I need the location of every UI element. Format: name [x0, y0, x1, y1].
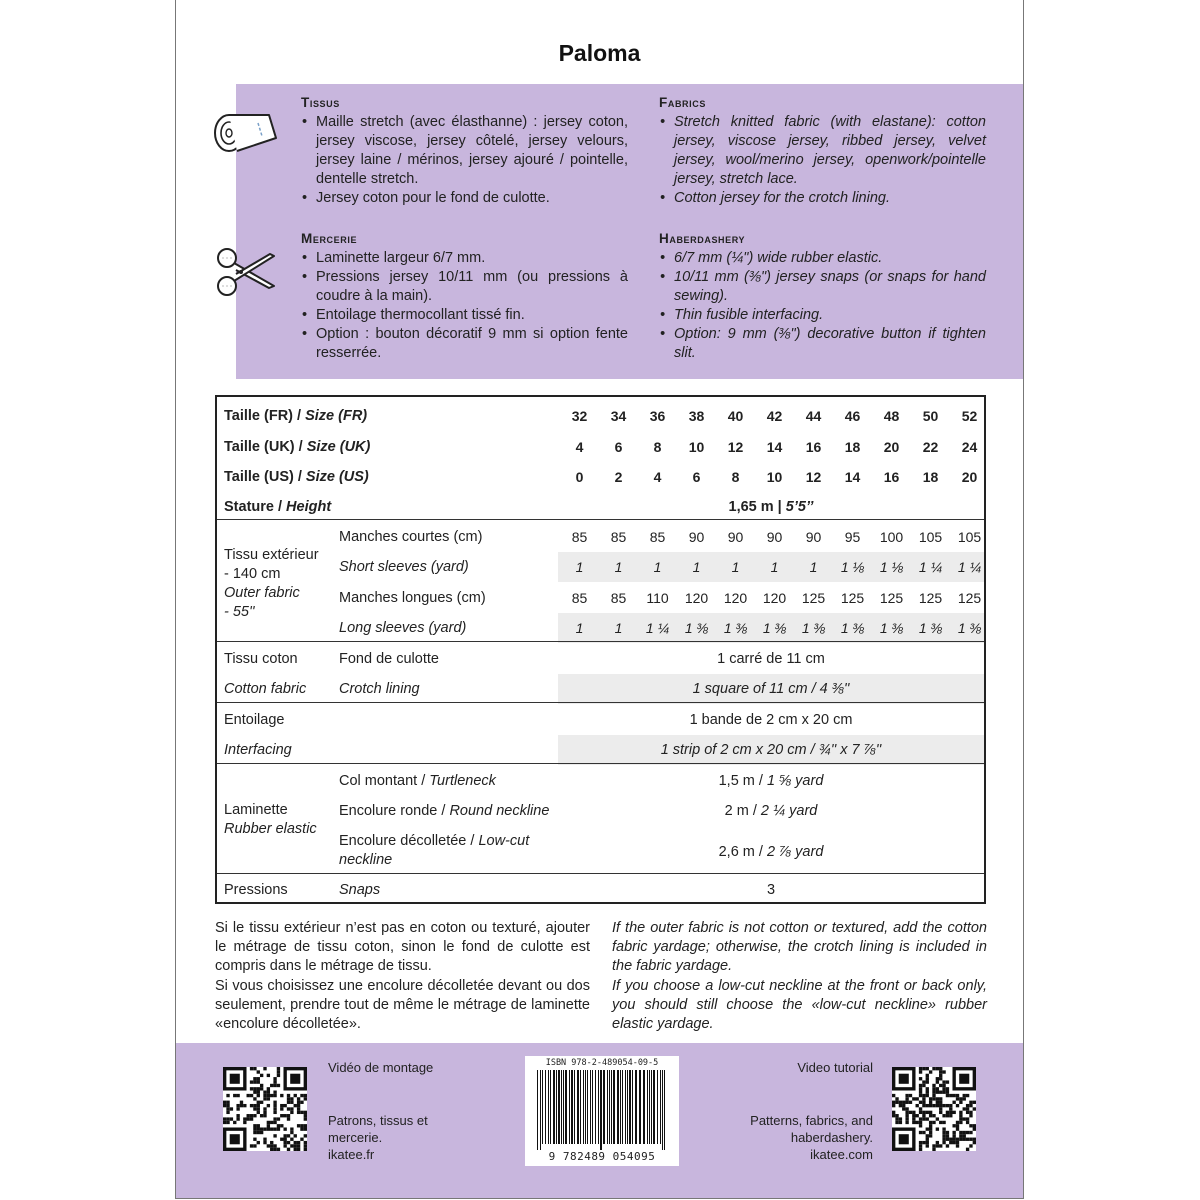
table-cell: 46	[844, 408, 861, 424]
table-cell: 14	[766, 439, 783, 455]
label-fr: Tissu extérieur	[224, 547, 319, 563]
table-cell: 125	[801, 590, 826, 606]
row-label	[224, 401, 367, 431]
list-item: • Cotton jersey for the crotch lining.	[659, 189, 986, 208]
table-cell: 1	[614, 620, 623, 636]
height-imperial: 5’5’’	[785, 499, 814, 515]
qr-code-icon[interactable]	[223, 1067, 307, 1151]
table-cell: 8	[653, 439, 662, 455]
list-item: • Entoilage thermocollant tissé fin.	[301, 306, 628, 325]
note-paragraph: Si le tissu extérieur n’est pas en coton ou texturé, ajouter le métrage de tissu coton, sinon le fond de culotte est compris dans le métrage de tissu.	[215, 920, 590, 975]
notes-fr	[215, 919, 590, 1034]
shop-text-fr	[328, 1112, 428, 1163]
video-link-fr[interactable]: Vidéo de montage	[328, 1060, 434, 1075]
table-cell: 24	[961, 439, 978, 455]
table-cell: 1 ¼	[918, 559, 943, 575]
label-en: Turtleneck	[429, 773, 496, 789]
snaps-value: 3	[766, 882, 776, 898]
cotton-value: 1 carré de 11 cm	[717, 651, 825, 667]
label-fr: Encolure décolletée /	[339, 833, 479, 849]
table-row	[217, 613, 984, 643]
fabrics-en-heading: Fabrics	[659, 95, 706, 110]
table-row	[217, 583, 984, 613]
height-metric: 1,65 m |	[728, 499, 786, 515]
table-cell: 12	[727, 439, 744, 455]
table-cell: 40	[727, 408, 744, 424]
fabric-roll-icon	[213, 108, 279, 158]
list-item: • Thin fusible interfacing.	[659, 306, 986, 325]
row-label	[224, 492, 331, 522]
table-cell: 32	[571, 408, 588, 424]
table-row	[217, 644, 984, 674]
qr-code-icon[interactable]	[892, 1067, 976, 1151]
table-row	[217, 401, 984, 431]
list-item: • Laminette largeur 6/7 mm.	[301, 249, 628, 268]
scissors-icon	[214, 246, 276, 298]
row-item: Crotch lining	[339, 681, 420, 697]
table-cell: 1 ⅛	[840, 559, 865, 575]
fabrics-fr-heading: Tissus	[301, 95, 340, 110]
table-cell: 20	[961, 469, 978, 485]
table-row	[217, 705, 984, 735]
table-cell: 95	[844, 529, 861, 545]
table-cell: 1	[575, 559, 584, 575]
website-link[interactable]: ikatee.fr	[328, 1147, 375, 1162]
table-cell: 90	[766, 529, 783, 545]
table-row	[217, 766, 984, 796]
table-row	[217, 875, 984, 905]
haberdashery-fr-heading: Mercerie	[301, 231, 358, 246]
elastic-value	[558, 796, 984, 826]
label-fr: Stature /	[224, 499, 287, 515]
table-cell: 120	[723, 590, 748, 606]
table-cell: 10	[688, 439, 705, 455]
note-paragraph: Si vous choisissez une encolure décolletée devant ou dos seulement, prendre tout de même le métrage de laminette «encolure décolletée».	[215, 977, 590, 1033]
table-cell: 120	[684, 590, 709, 606]
table-cell: 18	[844, 439, 861, 455]
table-cell: 120	[762, 590, 787, 606]
table-cell: 50	[922, 408, 939, 424]
list-item: • Jersey coton pour le fond de culotte.	[301, 189, 628, 208]
table-cell: 6	[692, 469, 701, 485]
row-label: Cotton fabric	[224, 681, 307, 697]
table-cell: 42	[766, 408, 783, 424]
table-cell: 1 ¼	[957, 559, 982, 575]
haberdashery-en-heading: Haberdashery	[659, 231, 746, 246]
list-item: • Stretch knitted fabric (with elastane): cotton jersey, viscose jersey, ribbed jersey, velvet jersey, wool/merino jersey, openwork/pointelle jersey, stretch lace.	[659, 113, 986, 189]
row-label: Interfacing	[224, 742, 292, 758]
table-cell: 125	[957, 590, 982, 606]
fabrics-fr	[301, 93, 628, 208]
shop-line: Patterns, fabrics, and	[750, 1113, 873, 1128]
table-cell: 1 ⅜	[957, 620, 982, 636]
table-cell: 16	[883, 469, 900, 485]
barcode-icon	[535, 1070, 669, 1150]
table-cell: 6	[614, 439, 623, 455]
list-item: • Option: 9 mm (⅜") decorative button if tighten slit.	[659, 325, 986, 363]
fabrics-en	[659, 93, 986, 208]
label-fr: Taille (FR) /	[224, 408, 306, 424]
table-cell: 1	[653, 559, 662, 575]
table-row	[217, 674, 984, 704]
value-imperial: 2 ⅞ yard	[766, 844, 824, 860]
row-label: Manches longues (cm)	[339, 590, 486, 606]
table-cell: 1	[731, 559, 740, 575]
label-en: Size (UK)	[306, 439, 371, 455]
table-cell: 8	[731, 469, 740, 485]
table-cell: 90	[805, 529, 822, 545]
notes-en	[612, 919, 987, 1034]
label-en: Rubber elastic	[224, 821, 317, 837]
label-fr: - 140 cm	[224, 566, 281, 582]
table-cell: 4	[575, 439, 584, 455]
list-item: • 10/11 mm (⅜") jersey snaps (or snaps for hand sewing).	[659, 268, 986, 306]
table-cell: 1 ⅜	[801, 620, 826, 636]
table-cell: 34	[610, 408, 627, 424]
table-row	[217, 735, 984, 765]
table-row	[217, 492, 984, 522]
list-item: • 6/7 mm (¼") wide rubber elastic.	[659, 249, 986, 268]
table-cell: 105	[918, 529, 943, 545]
row-label: Short sleeves (yard)	[339, 559, 469, 575]
table-cell: 1 ⅜	[684, 620, 709, 636]
table-cell: 10	[766, 469, 783, 485]
divider	[217, 641, 984, 642]
pattern-sheet	[175, 0, 1024, 1199]
table-cell: 36	[649, 408, 666, 424]
table-cell: 4	[653, 469, 662, 485]
page-title: Paloma	[558, 40, 641, 66]
label-fr: Taille (UK) /	[224, 439, 307, 455]
label-en: Size (US)	[305, 469, 369, 485]
row-label	[339, 796, 549, 826]
row-label: Manches courtes (cm)	[339, 529, 483, 545]
divider	[217, 519, 984, 520]
table-cell: 1 ⅜	[879, 620, 904, 636]
value-metric: 2,6 m /	[718, 844, 767, 860]
table-cell: 0	[575, 469, 584, 485]
barcode-digits: 9 782489 054095	[548, 1150, 656, 1163]
row-label: Tissu coton	[224, 651, 298, 667]
table-cell: 125	[879, 590, 904, 606]
isbn-text: ISBN 978-2-489054-09-5	[545, 1058, 659, 1068]
label-en: Height	[286, 499, 332, 515]
table-cell: 1	[809, 559, 818, 575]
table-cell: 125	[840, 590, 865, 606]
table-cell: 1	[575, 620, 584, 636]
table-cell: 85	[649, 529, 666, 545]
label-en: Low-cut neckline	[339, 833, 530, 868]
shop-line: Patrons, tissus et	[328, 1113, 428, 1128]
value-imperial: 2 ¼ yard	[760, 803, 818, 819]
height-value	[558, 492, 984, 522]
label-fr: Encolure ronde /	[339, 803, 450, 819]
table-cell: 20	[883, 439, 900, 455]
row-item: Snaps	[339, 882, 381, 898]
shop-text-en	[733, 1112, 873, 1163]
table-row	[217, 837, 984, 867]
table-cell: 100	[879, 529, 904, 545]
table-cell: 1 ⅜	[762, 620, 787, 636]
table-row	[217, 522, 984, 552]
list-item: • Maille stretch (avec élasthanne) : jersey coton, jersey viscose, jersey côtelé, jersey velours, jersey laine / mérinos, jersey ajouré / pointelle, dentelle stretch.	[301, 113, 628, 189]
shop-line: mercerie.	[328, 1130, 383, 1145]
label-fr: Laminette	[224, 802, 288, 818]
table-cell: 18	[922, 469, 939, 485]
table-cell: 1 ⅜	[840, 620, 865, 636]
table-cell: 85	[571, 590, 588, 606]
divider	[217, 702, 984, 703]
table-row	[217, 552, 984, 582]
label-en: Round neckline	[449, 803, 550, 819]
row-label: Pressions	[224, 882, 288, 898]
label-fr: Taille (US) /	[224, 469, 306, 485]
table-cell: 85	[571, 529, 588, 545]
video-link-en[interactable]: Video tutorial	[797, 1060, 873, 1075]
value-metric: 2 m /	[724, 803, 761, 819]
table-cell: 85	[610, 590, 627, 606]
table-cell: 85	[610, 529, 627, 545]
table-row	[217, 796, 984, 826]
table-cell: 125	[918, 590, 943, 606]
table-cell: 105	[957, 529, 982, 545]
label-en: Outer fabric	[224, 585, 300, 601]
list-item: • Pressions jersey 10/11 mm (ou pressions à coudre à la main).	[301, 268, 628, 306]
label-en: Size (FR)	[305, 408, 368, 424]
note-paragraph: If you choose a low-cut neckline at the front or back only, you should still choose the «low-cut neckline» rubber elastic yardage.	[612, 977, 987, 1033]
table-cell: 16	[805, 439, 822, 455]
row-label	[339, 766, 496, 796]
table-cell: 110	[646, 590, 669, 606]
row-label	[224, 462, 369, 492]
website-link[interactable]: ikatee.com	[810, 1147, 873, 1162]
table-cell: 38	[688, 408, 705, 424]
haberdashery-fr	[301, 229, 628, 363]
row-label	[224, 432, 370, 462]
table-cell: 52	[961, 408, 978, 424]
interfacing-value: 1 bande de 2 cm x 20 cm	[689, 712, 853, 728]
haberdashery-en	[659, 229, 986, 363]
table-cell: 44	[805, 408, 822, 424]
barcode-box	[525, 1056, 679, 1166]
row-item: Fond de culotte	[339, 651, 439, 667]
table-cell: 48	[883, 408, 900, 424]
table-cell: 22	[922, 439, 939, 455]
value-metric: 1,5 m /	[718, 773, 767, 789]
row-label: Entoilage	[224, 712, 285, 728]
table-cell: 12	[805, 469, 822, 485]
table-row	[217, 432, 984, 462]
interfacing-value: 1 strip of 2 cm x 20 cm / ¾'' x 7 ⅞''	[660, 742, 882, 758]
label-en: - 55''	[224, 604, 255, 620]
value-imperial: 1 ⅝ yard	[766, 773, 824, 789]
table-cell: 1	[770, 559, 779, 575]
table-cell: 1 ¼	[645, 620, 670, 636]
divider	[217, 763, 984, 764]
label-fr: Col montant /	[339, 773, 430, 789]
table-row	[217, 462, 984, 492]
table-cell: 1 ⅛	[879, 559, 904, 575]
cotton-value: 1 square of 11 cm / 4 ⅜''	[692, 681, 850, 697]
note-paragraph: If the outer fabric is not cotton or textured, add the cotton fabric yardage; otherwise, the crotch lining is included in the fabric yardage.	[612, 920, 987, 975]
divider	[217, 873, 984, 874]
elastic-value	[558, 766, 984, 796]
shop-line: haberdashery.	[790, 1130, 873, 1145]
table-cell: 1	[692, 559, 701, 575]
list-item: • Option : bouton décoratif 9 mm si option fente resserrée.	[301, 325, 628, 363]
table-cell: 1 ⅜	[723, 620, 748, 636]
row-label: Long sleeves (yard)	[339, 620, 467, 636]
table-cell: 90	[727, 529, 744, 545]
table-cell: 2	[614, 469, 623, 485]
table-cell: 1	[614, 559, 623, 575]
size-yardage-table	[215, 395, 986, 904]
table-cell: 90	[688, 529, 705, 545]
table-cell: 14	[844, 469, 861, 485]
elastic-value	[558, 837, 984, 867]
table-cell: 1 ⅜	[918, 620, 943, 636]
